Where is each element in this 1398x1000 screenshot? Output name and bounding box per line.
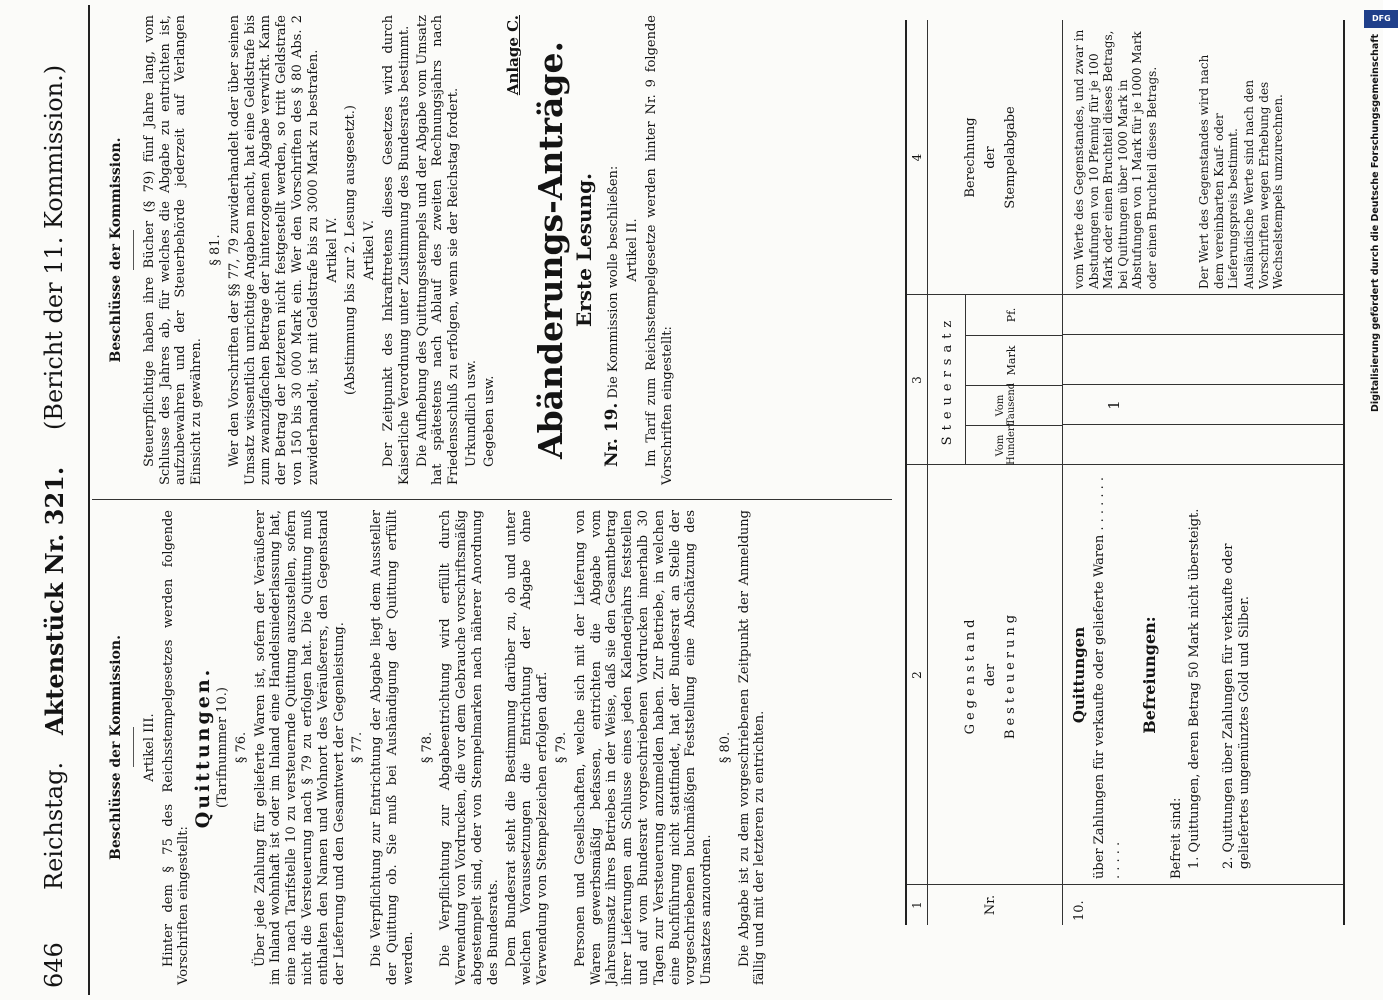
- row-text: über Zahlungen für verkaufte oder gelieferte Waren . . . . . . . . . . . .: [1092, 476, 1123, 879]
- reading-title: Erste Lesung.: [572, 172, 597, 328]
- separator: [133, 230, 134, 270]
- para-78-text-b: Dem Bundesrat steht die Bestimmung darüber zu, ob und unter welchen Voraussetzungen die Entrichtung der Abgabe ohne Verwendung von Stempelzeichen erfolgen darf.: [503, 510, 551, 985]
- col-number-3: 3: [907, 295, 928, 465]
- header-gegenstand-3: Besteuerung: [1003, 610, 1018, 740]
- article-5: Artikel V.: [362, 219, 378, 281]
- credit-text: Digitalisierung gefördert durch die Deutsche Forschungsgemeinschaft: [1370, 34, 1381, 412]
- tariff-number: (Tarifnummer 10.): [214, 687, 230, 808]
- calc-text-2: Der Wert des Gegenstandes wird nach dem vereinbarten Kauf- oder Lieferungspreis bestimmt.: [1197, 54, 1240, 289]
- header-gegenstand-1: Gegenstand: [963, 615, 978, 735]
- motion-number: Nr. 19.: [602, 402, 623, 467]
- section-quittungen: Quittungen.: [192, 666, 215, 829]
- col-number-1: 1: [907, 885, 928, 925]
- column-divider: [92, 499, 892, 500]
- books-paragraph: Steuerpflichtige haben ihre Bücher (§ 79) fünf Jahre lang, vom Schlusse des Jahres ab, für welches die Abgabe zu entrichten ist, aufzubewahren und der Steuerbehörde jederzeit auf Verlangen Einsicht zu gewähren.: [141, 15, 205, 485]
- signature-gegeben: Gegeben usw.: [481, 375, 497, 467]
- header-berechnung-3: Stempelabgabe: [1003, 106, 1018, 209]
- header-mark: Mark: [965, 335, 1062, 385]
- header-vom-hundert: Vom Hundert: [965, 425, 1062, 465]
- header-reichstag: Reichstag.: [40, 761, 68, 890]
- para-78-text-a: Die Verpflichtung zur Abgabeentrichtung wird erfüllt durch Verwendung von Vordrucken, die vor dem Gebrauche vorschriftsmäßig abgestempelt sind, oder von Stempelmarken nach näherer Anordnung des Bundesrats.: [438, 510, 501, 985]
- header-vom-tausend: Vom Tausend: [965, 385, 1062, 425]
- separator: [133, 728, 134, 768]
- para-79-number: § 79.: [553, 731, 569, 764]
- article-4-note: (Abstimmung bis zur 2. Lesung ausgesetzt.): [343, 105, 359, 395]
- rate-per-mille: 1: [1105, 400, 1123, 410]
- para-78-number: § 78.: [419, 731, 435, 764]
- header-aktenstueck: Aktenstück Nr. 321.: [40, 466, 69, 735]
- header-berechnung: [927, 20, 1063, 295]
- digitization-credit: [1370, 4, 1391, 994]
- header-bericht: (Bericht der 11. Kommission.): [40, 64, 68, 430]
- header-steuersatz: [927, 295, 1063, 465]
- para-81-text: Wer den Vorschriften der §§ 77, 79 zuwiderhandelt oder über seinen Umsatz wissentlich unrichtige Angaben macht, hat eine Geldstrafe bis zum zwanzigfachen Betrage der hinterzogenen Abgabe verwirkt. Kann der Betrag der letzteren nicht festgestellt werden, so tritt Geldstrafe von 150 bis 30 000 Mark ein. Wer den Vorschriften des § 80 Abs. 2 zuwiderhandelt, ist mit Geldstrafe bis zu 3000 Mark zu bestrafen.: [226, 15, 321, 485]
- header-berechnung-1: Berechnung: [963, 117, 978, 198]
- rate-divider-1: [1062, 424, 1343, 425]
- header-rule: [88, 5, 90, 995]
- para-76-number: § 76.: [233, 731, 249, 764]
- header-pf: Pf.: [1005, 307, 1018, 323]
- befreiungen-item-2: 2. Quittungen über Zahlungen für verkaufte oder geliefertes ungemünztes Gold und Silber.: [1221, 543, 1252, 869]
- header-nr-label: Nr.: [983, 894, 998, 916]
- para-77-number: § 77.: [350, 731, 366, 764]
- befreiungen-title: Befreiungen:: [1140, 616, 1159, 734]
- tariff-table: [905, 20, 1345, 925]
- table-col-berechnung: [907, 20, 1343, 295]
- document-title: Abänderungs-Anträge.: [531, 41, 571, 460]
- rate-divider-3: [1062, 334, 1343, 335]
- left-column: [105, 510, 770, 985]
- left-heading: Beschlüsse der Kommission.: [108, 635, 124, 860]
- article-5-text-b: Die Aufhebung des Quittungsstempels und der Abgabe vom Umsatz hat spätestens nach Ablauf des zweiten Rechnungsjahrs nach Friedensschluß zu erfolgen, wenn sie der Reichstag fordert.: [414, 15, 462, 485]
- anlage-label: Anlage C.: [503, 15, 522, 96]
- calc-text-1: vom Werte des Gegenstandes, und zwar in Abstufungen von 10 Pfennig für je 100 Mark oder einen Bruchteil dieses Betrags, bei Quittungen über 1000 Mark in Abstufungen von 1 Mark für je 1000 Mark oder einen Bruchteil dieses Betrags.: [1072, 29, 1159, 289]
- header-gegenstand-2: der: [983, 663, 998, 687]
- para-77-text: Die Verpflichtung zur Entrichtung der Abgabe liegt dem Aussteller der Quittung ob. Sie muß bei Aushändigung der Quittung erfüllt werden.: [369, 510, 416, 985]
- article-2-text: Im Tarif zum Reichsstempelgesetze werden hinter Nr. 9 folgende Vorschriften eingestellt:: [643, 15, 675, 485]
- para-80-number: § 80.: [717, 731, 733, 764]
- col-number-2: 2: [907, 465, 928, 885]
- page-number: 646: [40, 942, 68, 988]
- table-col-gegenstand: [907, 464, 1343, 885]
- running-header: [0, 0, 90, 1000]
- befreiungen-intro: Befreit sind:: [1169, 797, 1184, 879]
- calc-text-3: Ausländische Werte sind nach den Vorschriften wegen Erhebung des Wechselstempels umzurechnen.: [1242, 79, 1285, 289]
- article-5-text-a: Der Zeitpunkt des Inkrafttretens dieses Gesetzes wird durch Kaiserliche Verordnung unter Zustimmung des Bundesrats bestimmt.: [380, 15, 412, 485]
- befreiungen-item-1: 1. Quittungen, deren Betrag 50 Mark nicht übersteigt.: [1187, 508, 1202, 869]
- row-title: Quittungen: [1070, 626, 1088, 724]
- header-nr: [927, 885, 1063, 925]
- article-3: Artikel III.: [141, 713, 157, 782]
- article-3-intro: Hinter dem § 75 des Reichsstempelgesetzes werden folgende Vorschriften eingestellt:: [160, 510, 192, 985]
- dfg-logo: DFG: [1364, 10, 1398, 28]
- header-steuersatz-label: Steuersatz: [940, 314, 955, 446]
- table-col-nr: [907, 884, 1343, 925]
- motion-number-line: [602, 15, 623, 485]
- article-2: Artikel II.: [624, 218, 640, 282]
- row-number: 10.: [1072, 900, 1087, 921]
- motion-text: Die Kommission wolle beschließen:: [606, 165, 622, 399]
- rate-divider-2: [1062, 384, 1343, 385]
- header-gegenstand: [927, 465, 1063, 885]
- signature-urkundlich: Urkundlich usw.: [463, 360, 479, 467]
- table-col-steuersatz: [907, 294, 1343, 465]
- right-heading: Beschlüsse der Kommission.: [108, 137, 124, 363]
- header-berechnung-2: der: [983, 146, 998, 169]
- para-80-text: Die Abgabe ist zu dem vorgeschriebenen Zeitpunkt der Anmeldung fällig und mit der letzteren zu entrichten.: [736, 510, 768, 985]
- right-column: [105, 15, 677, 485]
- para-81-number: § 81.: [207, 234, 223, 266]
- col-number-4: 4: [907, 20, 928, 295]
- article-4: Artikel IV.: [324, 217, 340, 283]
- para-79-text: Personen und Gesellschaften, welche sich mit der Lieferung von Waren gewerbsmäßig befassen, entrichten die Abgabe vom Jahresumsatz ihres Betriebes in der Weise, daß sie den Gesamtbetrag ihrer Lieferungen am Schlusse eines jeden Kalenderjahrs feststellen und auf vom Bundesrat vorgeschriebenen Vordrucken innerhalb 30 Tagen zur Versteuerung anzumelden haben. Zur Betriebe, in welchen eine Buchführung nicht stattfindet, hat der Bundesrat an Stelle der vorgeschriebenen buchmäßigen Feststellung eine Abschätzung des Umsatzes anzuordnen.: [572, 510, 715, 985]
- para-76-text: Über jede Zahlung für gelieferte Waren ist, sofern der Veräußerer im Inland wohnhaft ist oder im Inland eine Handelsniederlassung hat, eine nach Tarifstelle 10 zu versteuernde Quittung auszustellen, sofern nicht die Versteuerung nach § 79 zu erfolgen hat. Die Quittung muß enthalten den Namen und Wohnort des Veräußerers, den Gegenstand der Lieferung und den Gesamtwert der Gegenleistung.: [252, 510, 347, 985]
